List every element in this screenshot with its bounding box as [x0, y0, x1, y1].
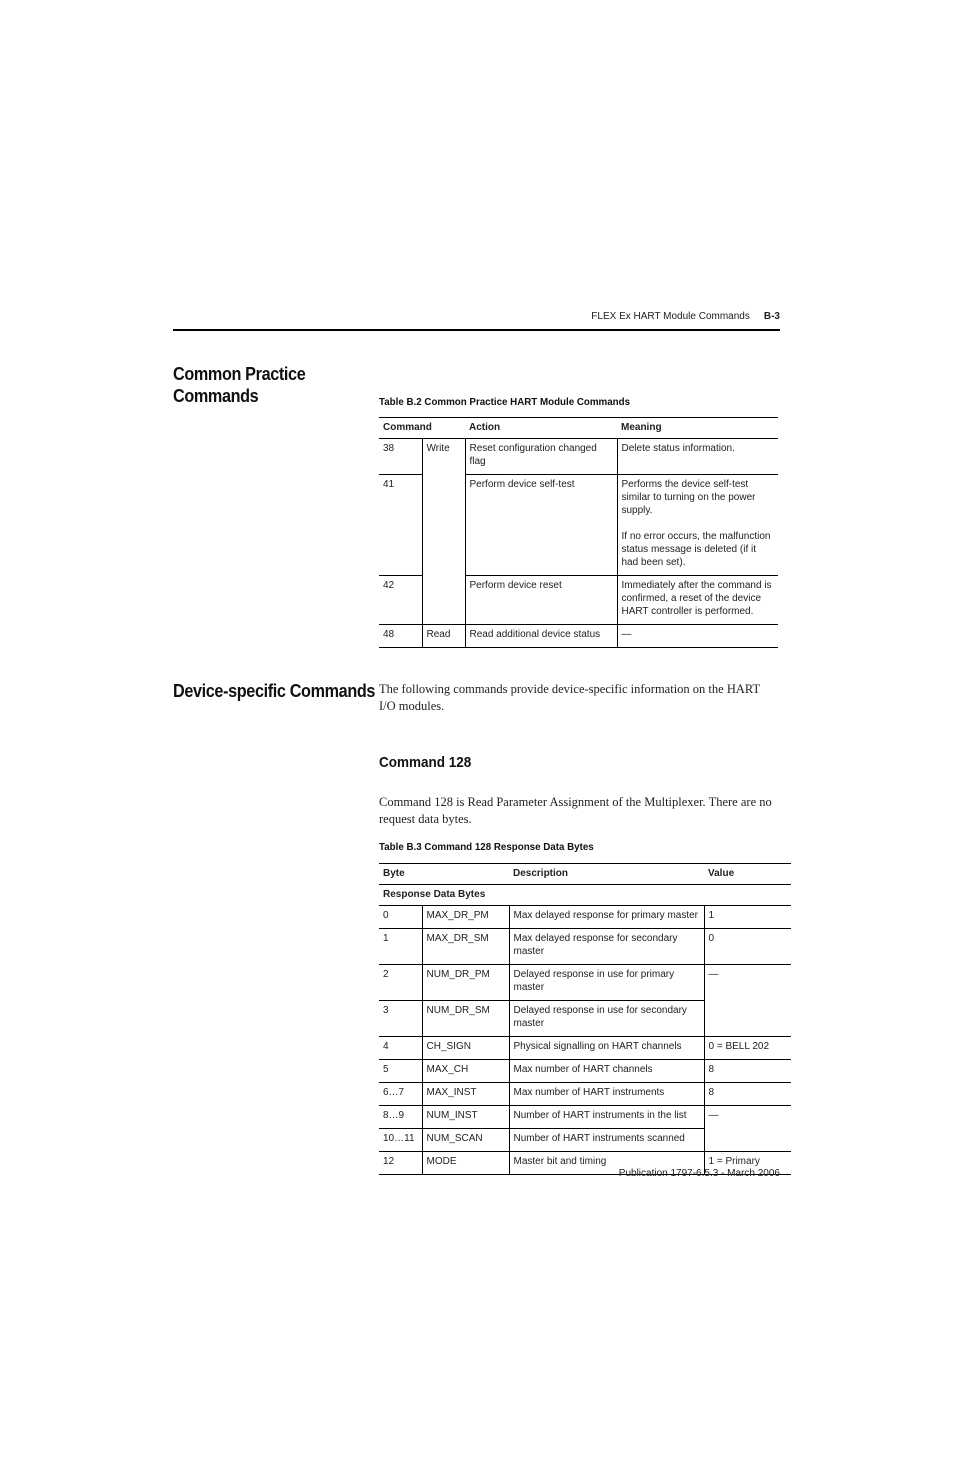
running-header — [560, 311, 780, 322]
section-heading-common-practice — [173, 363, 305, 407]
cell-byte: 5 — [379, 1060, 422, 1083]
page-number: B-3 — [763, 311, 780, 322]
cell-value — [704, 1129, 791, 1152]
table-row — [379, 1037, 791, 1060]
cell-command: 42 — [379, 576, 422, 625]
cell-name: MAX_CH — [422, 1060, 509, 1083]
cell-description: Number of HART instruments scanned — [509, 1129, 704, 1152]
cell-name: NUM_SCAN — [422, 1129, 509, 1152]
cell-meaning — [617, 625, 778, 648]
col-header-description: Description — [509, 864, 704, 885]
table-row — [379, 906, 791, 929]
cell-name: NUM_INST — [422, 1106, 509, 1129]
cell-byte: 8…9 — [379, 1106, 422, 1129]
cell-meaning — [617, 475, 778, 576]
cell-value: — — [704, 1106, 791, 1129]
cell-action: Perform device reset — [465, 576, 617, 625]
table-row — [379, 1001, 791, 1037]
cell-name: MODE — [422, 1152, 509, 1175]
cell-description: Number of HART instruments in the list — [509, 1106, 704, 1129]
cell-command: 48 — [379, 625, 422, 648]
cell-description: Delayed response in use for primary master — [509, 965, 704, 1001]
col-header-byte: Byte — [379, 864, 509, 885]
cell-name: CH_SIGN — [422, 1037, 509, 1060]
table-row — [379, 1060, 791, 1083]
cell-value: 0 — [704, 929, 791, 965]
col-header-command: Command — [379, 418, 465, 439]
cell-description: Max number of HART channels — [509, 1060, 704, 1083]
cell-byte: 4 — [379, 1037, 422, 1060]
cell-value: — — [704, 965, 791, 1001]
subsection-heading-command-128: Command 128 — [379, 754, 472, 771]
table-row — [379, 475, 778, 576]
footer-publication: Publication 1797-6.5.3 - March 2006 — [618, 1168, 780, 1179]
body-line: Command 128 is Read Parameter Assignment of the Multiplexer. There are no — [379, 795, 772, 809]
cell-byte: 1 — [379, 929, 422, 965]
cell-byte: 6…7 — [379, 1083, 422, 1106]
table-b2 — [379, 417, 778, 648]
cell-byte: 0 — [379, 906, 422, 929]
cell-description: Physical signalling on HART channels — [509, 1037, 704, 1060]
cell-value: 1 — [704, 906, 791, 929]
cell-description: Master bit and timing — [509, 1152, 704, 1175]
meaning-text: Performs the device self-test similar to turning on the power supply. — [621, 479, 756, 516]
table-group-row — [379, 885, 791, 906]
meaning-text: — — [621, 629, 632, 640]
table-row — [379, 576, 778, 625]
device-specific-intro — [379, 681, 789, 715]
meaning-text: Immediately after the command is confirmed, a reset of the device HART controller is performed. — [621, 580, 772, 617]
cell-byte: 10…11 — [379, 1129, 422, 1152]
command-128-text — [379, 794, 789, 828]
cell-type: Read — [422, 625, 465, 648]
cell-meaning — [617, 439, 778, 475]
cell-description: Max number of HART instruments — [509, 1083, 704, 1106]
cell-name: MAX_DR_PM — [422, 906, 509, 929]
cell-value — [704, 1001, 791, 1037]
body-line: I/O modules. — [379, 699, 445, 713]
cell-value: 8 — [704, 1083, 791, 1106]
cell-value: 0 = BELL 202 — [704, 1037, 791, 1060]
body-line: request data bytes. — [379, 812, 472, 826]
cell-value: 1 = Primary — [704, 1152, 791, 1175]
table-row — [379, 625, 778, 648]
table-row — [379, 1129, 791, 1152]
table-b3 — [379, 863, 791, 1175]
cell-byte: 2 — [379, 965, 422, 1001]
table-row — [379, 1083, 791, 1106]
table-b2-caption: Table B.2 Common Practice HART Module Commands — [379, 396, 631, 408]
heading-line: Common Practice — [173, 364, 306, 384]
col-header-value: Value — [704, 864, 791, 885]
group-label: Response Data Bytes — [379, 885, 791, 906]
running-title: FLEX Ex HART Module Commands — [591, 311, 750, 322]
cell-name: NUM_DR_PM — [422, 965, 509, 1001]
section-heading-device-specific: Device-specific Commands — [173, 681, 376, 701]
cell-type — [422, 475, 465, 576]
header-rule — [173, 329, 780, 331]
cell-meaning — [617, 576, 778, 625]
body-line: The following commands provide device-specific information on the HART — [379, 682, 761, 696]
table-row — [379, 1106, 791, 1129]
table-row — [379, 929, 791, 965]
cell-description: Max delayed response for secondary master — [509, 929, 704, 965]
cell-type: Write — [422, 439, 465, 475]
cell-command: 41 — [379, 475, 422, 576]
cell-description: Max delayed response for primary master — [509, 906, 704, 929]
cell-action: Reset configuration changed flag — [465, 439, 617, 475]
cell-action: Read additional device status — [465, 625, 617, 648]
cell-byte: 12 — [379, 1152, 422, 1175]
cell-value: 8 — [704, 1060, 791, 1083]
meaning-text: If no error occurs, the malfunction status message is deleted (if it had been set). — [621, 531, 771, 568]
cell-name: MAX_DR_SM — [422, 929, 509, 965]
table-row — [379, 439, 778, 475]
table-header-row — [379, 864, 791, 885]
heading-line: Commands — [173, 386, 259, 406]
meaning-text: Delete status information. — [621, 443, 735, 454]
table-row — [379, 965, 791, 1001]
table-b3-caption: Table B.3 Command 128 Response Data Bytes — [379, 841, 594, 853]
col-header-action: Action — [465, 418, 617, 439]
cell-action: Perform device self-test — [465, 475, 617, 576]
cell-byte: 3 — [379, 1001, 422, 1037]
cell-name: NUM_DR_SM — [422, 1001, 509, 1037]
cell-name: MAX_INST — [422, 1083, 509, 1106]
cell-command: 38 — [379, 439, 422, 475]
cell-type — [422, 576, 465, 625]
col-header-meaning: Meaning — [617, 418, 778, 439]
cell-description: Delayed response in use for secondary master — [509, 1001, 704, 1037]
table-header-row — [379, 418, 778, 439]
